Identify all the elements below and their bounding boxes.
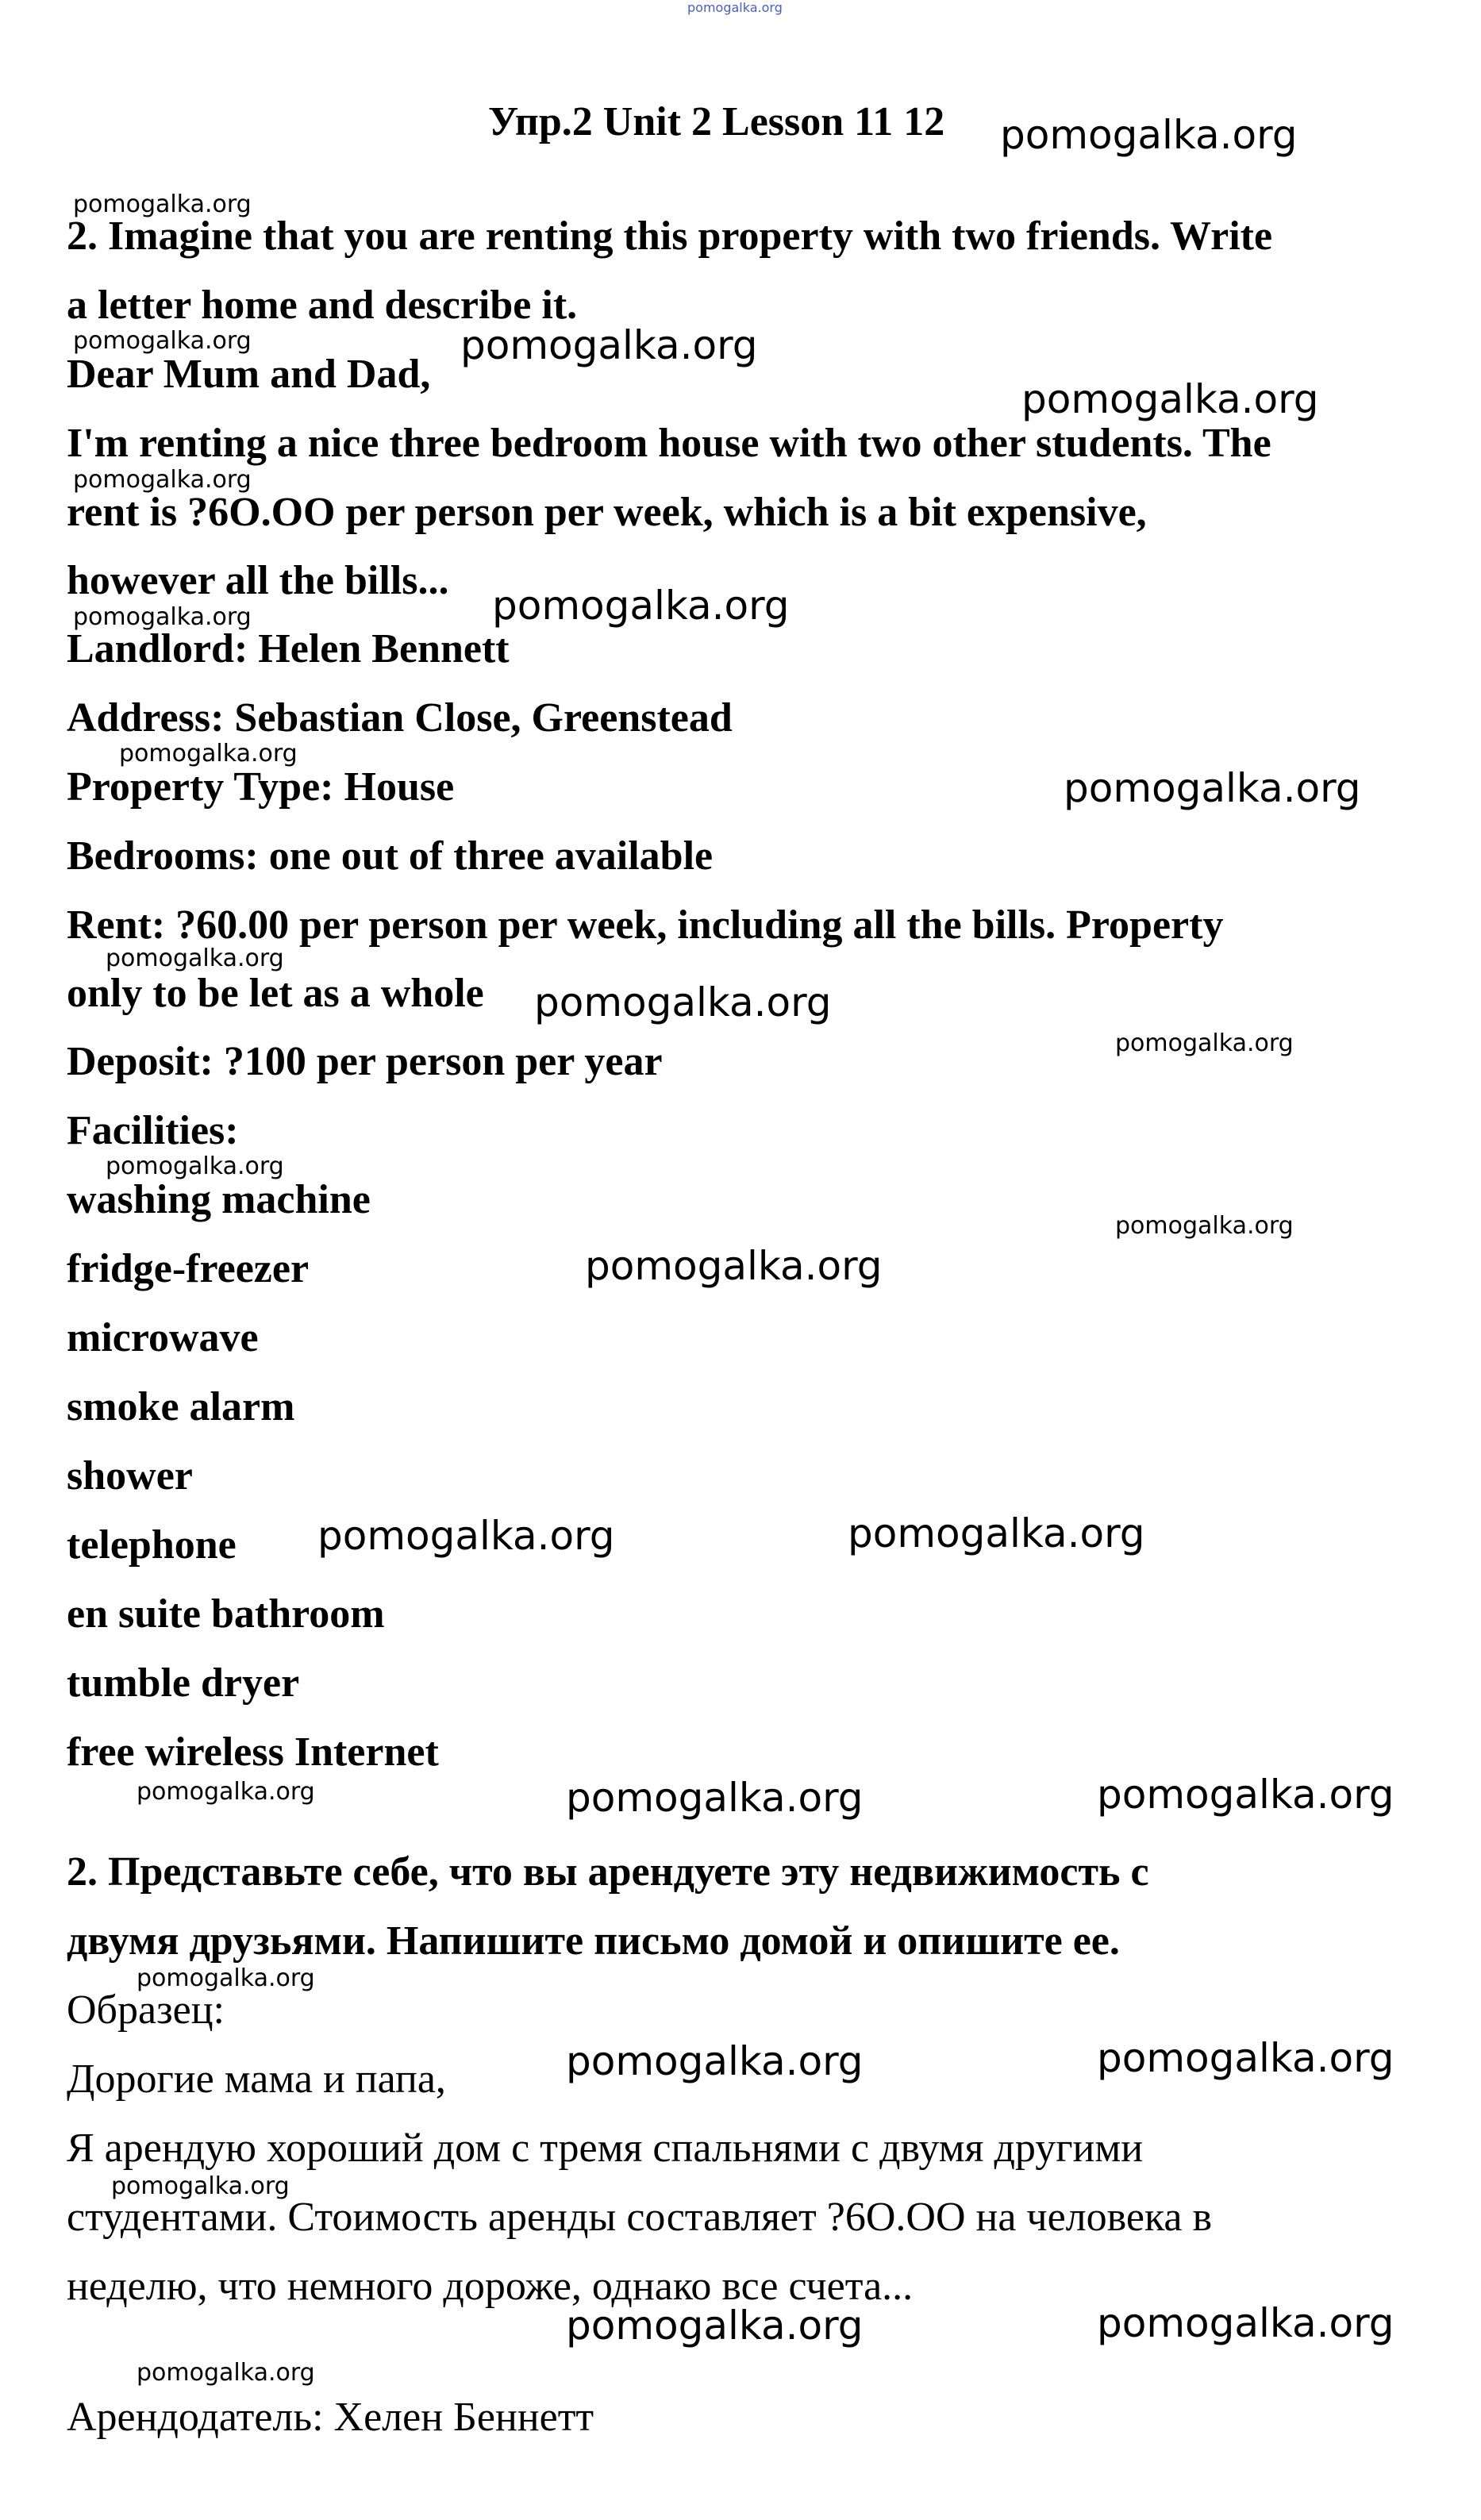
watermark: pomogalka.org	[566, 2303, 864, 2349]
facility-item: washing machine	[67, 1177, 371, 1222]
facility-item: smoke alarm	[67, 1384, 295, 1429]
watermark: pomogalka.org	[566, 2038, 864, 2084]
detail-property-type: Property Type: House	[67, 764, 455, 810]
page-title: Упр.2 Unit 2 Lesson 11 12	[488, 99, 945, 144]
ru-task-line-1: 2. Представьте себе, что вы арендуете эту недвижимость с	[67, 1849, 1149, 1895]
watermark: pomogalka.org	[1115, 1212, 1294, 1240]
facility-item: fridge-freezer	[67, 1246, 310, 1291]
watermark: pomogalka.org	[119, 740, 298, 768]
watermark: pomogalka.org	[137, 1778, 315, 1806]
watermark: pomogalka.org	[492, 583, 790, 629]
ru-line-2: студентами. Стоимость аренды составляет ?6О.ОО на человека в	[67, 2195, 1213, 2240]
detail-facilities-heading: Facilities:	[67, 1108, 239, 1153]
ru-greeting: Дорогие мама и папа,	[67, 2056, 446, 2102]
watermark: pomogalka.org	[137, 1964, 315, 1992]
ru-line-3: неделю, что немного дороже, однако все счета...	[67, 2264, 914, 2309]
watermark: pomogalka.org	[106, 1152, 284, 1180]
task-line-2: a letter home and describe it.	[67, 283, 578, 328]
watermark: pomogalka.org	[106, 945, 284, 972]
letter-line-2: rent is ?6O.OO per person per week, which is a bit expensive,	[67, 490, 1147, 535]
task-line-1: 2. Imagine that you are renting this property with two friends. Write	[67, 214, 1273, 259]
watermark: pomogalka.org	[566, 1775, 864, 1821]
watermark: pomogalka.org	[585, 1243, 883, 1289]
top-watermark: pomogalka.org	[687, 0, 783, 15]
watermark: pomogalka.org	[1097, 2035, 1394, 2081]
facility-item: microwave	[67, 1315, 259, 1360]
watermark: pomogalka.org	[1097, 2300, 1394, 2346]
letter-line-1: I'm renting a nice three bedroom house with two other students. The	[67, 421, 1271, 466]
detail-address: Address: Sebastian Close, Greenstead	[67, 695, 733, 741]
watermark: pomogalka.org	[73, 466, 252, 494]
facility-item: tumble dryer	[67, 1660, 300, 1706]
watermark: pomogalka.org	[460, 322, 758, 368]
facility-item: telephone	[67, 1522, 237, 1568]
facility-item: shower	[67, 1453, 193, 1499]
watermark: pomogalka.org	[1097, 1772, 1394, 1818]
facility-item: free wireless Internet	[67, 1729, 439, 1775]
watermark: pomogalka.org	[111, 2172, 290, 2200]
watermark: pomogalka.org	[1021, 376, 1319, 422]
watermark: pomogalka.org	[73, 327, 252, 355]
watermark: pomogalka.org	[73, 190, 252, 218]
letter-greeting: Dear Mum and Dad,	[67, 352, 431, 397]
detail-bedrooms: Bedrooms: one out of three available	[67, 833, 714, 879]
ru-landlord: Арендодатель: Хелен Беннетт	[67, 2395, 594, 2440]
watermark: pomogalka.org	[137, 2359, 315, 2387]
watermark: pomogalka.org	[534, 979, 832, 1025]
detail-landlord: Landlord: Helen Bennett	[67, 626, 510, 671]
watermark: pomogalka.org	[1000, 112, 1298, 158]
watermark: pomogalka.org	[73, 603, 252, 631]
watermark: pomogalka.org	[1064, 765, 1361, 811]
watermark: pomogalka.org	[317, 1513, 615, 1559]
watermark: pomogalka.org	[848, 1510, 1145, 1556]
letter-line-3: however all the bills...	[67, 558, 449, 603]
ru-task-line-2: двумя друзьями. Напишите письмо домой и опишите ее.	[67, 1918, 1120, 1964]
ru-sample-label: Образец:	[67, 1987, 225, 2033]
detail-rent-line-2: only to be let as a whole	[67, 971, 484, 1016]
facility-item: en suite bathroom	[67, 1591, 385, 1637]
watermark: pomogalka.org	[1115, 1029, 1294, 1057]
ru-line-1: Я арендую хороший дом с тремя спальнями с двумя другими	[67, 2126, 1144, 2171]
detail-rent-line-1: Rent: ?60.00 per person per week, including all the bills. Property	[67, 902, 1224, 948]
detail-deposit: Deposit: ?100 per person per year	[67, 1039, 663, 1084]
